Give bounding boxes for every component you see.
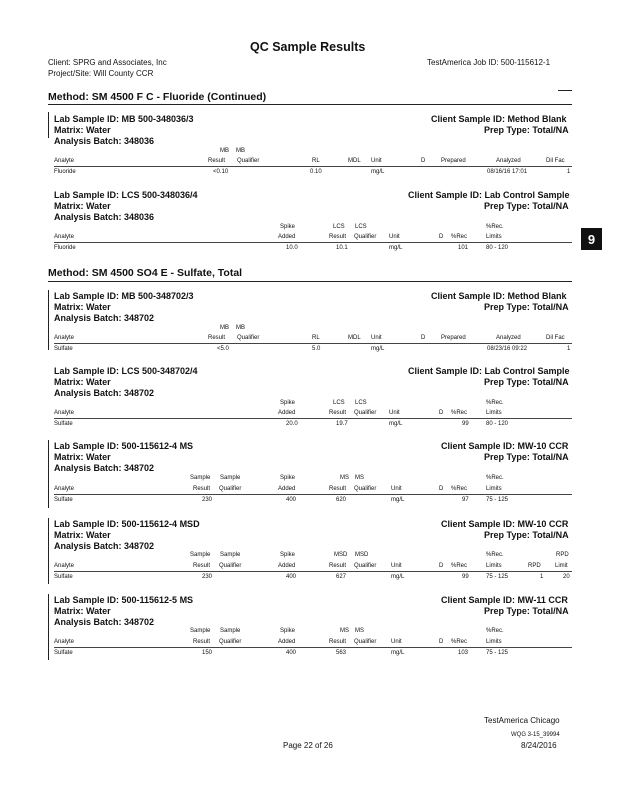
col-top: %Rec. bbox=[486, 475, 504, 481]
col-top: Spike bbox=[280, 552, 296, 558]
col-header: D bbox=[439, 639, 444, 645]
client-sample-id: Client Sample ID: Lab Control Sample bbox=[408, 366, 570, 376]
col-header: Added bbox=[278, 563, 296, 569]
prep-type: Prep Type: Total/NA bbox=[484, 302, 569, 312]
col-header: Analyte bbox=[54, 335, 75, 341]
col-header: Added bbox=[278, 486, 296, 492]
col-top: MSD bbox=[334, 552, 348, 558]
col-top: %Rec. bbox=[486, 224, 504, 230]
col-header: Dil Fac bbox=[546, 335, 565, 341]
cell: 627 bbox=[336, 574, 347, 580]
col-header: Unit bbox=[391, 563, 402, 569]
client-sample-id: Client Sample ID: Lab Control Sample bbox=[408, 190, 570, 200]
cell: 0.10 bbox=[310, 169, 322, 175]
cell: 230 bbox=[202, 574, 213, 580]
col-header: Analyzed bbox=[496, 158, 521, 164]
col-header: Added bbox=[278, 234, 296, 240]
cell: mg/L bbox=[391, 497, 405, 503]
col-header: Qualifier bbox=[237, 335, 260, 341]
col-header: D bbox=[439, 410, 444, 416]
col-top: Sample bbox=[220, 475, 241, 481]
col-top: MB bbox=[236, 325, 245, 331]
analysis-batch: Analysis Batch: 348036 bbox=[54, 212, 155, 222]
project-site: Project/Site: Will County CCR bbox=[48, 69, 154, 78]
method-title: Method: SM 4500 SO4 E - Sulfate, Total bbox=[48, 267, 243, 279]
prep-type: Prep Type: Total/NA bbox=[484, 606, 569, 616]
col-header: Limit bbox=[555, 563, 568, 569]
prep-type: Prep Type: Total/NA bbox=[484, 377, 569, 387]
col-header: %Rec bbox=[451, 639, 468, 645]
col-header: D bbox=[421, 158, 426, 164]
col-header: Qualifier bbox=[354, 639, 377, 645]
cell: Sulfate bbox=[54, 650, 73, 656]
col-header: Unit bbox=[371, 158, 382, 164]
col-header: Result bbox=[329, 639, 347, 645]
col-header: D bbox=[439, 234, 444, 240]
col-top: LCS bbox=[355, 400, 367, 406]
table-rule bbox=[54, 647, 572, 648]
cell: Fluoride bbox=[54, 245, 76, 251]
col-header: Qualifier bbox=[354, 234, 377, 240]
col-header: MDL bbox=[348, 158, 361, 164]
col-header: Unit bbox=[391, 639, 402, 645]
cell: 75 - 125 bbox=[486, 650, 509, 656]
col-header: Dil Fac bbox=[546, 158, 565, 164]
lab-sample-id: Lab Sample ID: 500-115612-5 MS bbox=[54, 595, 194, 605]
cell: 20 bbox=[563, 574, 570, 580]
block-bar bbox=[48, 112, 49, 138]
col-header: Prepared bbox=[441, 335, 466, 341]
col-header: %Rec bbox=[451, 234, 468, 240]
cell: 150 bbox=[202, 650, 213, 656]
col-header: Limits bbox=[486, 639, 502, 645]
col-top: RPD bbox=[556, 552, 569, 558]
col-top: Spike bbox=[280, 400, 296, 406]
col-header: Qualifier bbox=[237, 158, 260, 164]
cell: 101 bbox=[458, 245, 469, 251]
col-top: %Rec. bbox=[486, 552, 504, 558]
client-name: Client: SPRG and Associates, Inc bbox=[48, 58, 167, 67]
col-top: LCS bbox=[333, 400, 345, 406]
col-top: Spike bbox=[280, 628, 296, 634]
col-top: MS bbox=[340, 475, 349, 481]
col-top: Sample bbox=[190, 552, 211, 558]
section-tab: 9 bbox=[581, 228, 602, 250]
job-id: TestAmerica Job ID: 500-115612-1 bbox=[427, 58, 551, 67]
col-header: Limits bbox=[486, 234, 502, 240]
col-header: Limits bbox=[486, 486, 502, 492]
col-header: Unit bbox=[371, 335, 382, 341]
analysis-batch: Analysis Batch: 348702 bbox=[54, 617, 155, 627]
col-header: Result bbox=[329, 410, 347, 416]
col-header: D bbox=[439, 486, 444, 492]
matrix: Matrix: Water bbox=[54, 606, 111, 616]
col-top: Sample bbox=[220, 628, 241, 634]
col-top: LCS bbox=[355, 224, 367, 230]
footer-code: WQG 3-15_39994 bbox=[511, 732, 560, 738]
cell: 80 - 120 bbox=[486, 245, 509, 251]
matrix: Matrix: Water bbox=[54, 377, 111, 387]
col-header: RL bbox=[312, 335, 320, 341]
col-header: D bbox=[439, 563, 444, 569]
col-header: Unit bbox=[389, 234, 400, 240]
col-header: Result bbox=[208, 158, 226, 164]
col-header: Added bbox=[278, 639, 296, 645]
col-top: MS bbox=[340, 628, 349, 634]
divider bbox=[48, 281, 572, 282]
table-rule bbox=[54, 571, 572, 572]
cell: 5.0 bbox=[312, 346, 321, 352]
col-header: Unit bbox=[389, 410, 400, 416]
col-header: Result bbox=[329, 234, 347, 240]
col-header: Qualifier bbox=[354, 410, 377, 416]
cell: 80 - 120 bbox=[486, 421, 509, 427]
block-bar bbox=[48, 518, 49, 584]
cell: 75 - 125 bbox=[486, 574, 509, 580]
col-top: Spike bbox=[280, 475, 296, 481]
col-top: LCS bbox=[333, 224, 345, 230]
table-rule bbox=[54, 418, 572, 419]
col-top: %Rec. bbox=[486, 400, 504, 406]
cell: 75 - 125 bbox=[486, 497, 509, 503]
cell: <5.0 bbox=[217, 346, 229, 352]
col-header: Result bbox=[208, 335, 226, 341]
cell: Sulfate bbox=[54, 346, 73, 352]
analysis-batch: Analysis Batch: 348702 bbox=[54, 463, 155, 473]
cell: 19.7 bbox=[336, 421, 348, 427]
lab-sample-id: Lab Sample ID: 500-115612-4 MSD bbox=[54, 519, 200, 529]
col-top: Sample bbox=[220, 552, 241, 558]
col-header: RPD bbox=[528, 563, 541, 569]
cell: mg/L bbox=[391, 650, 405, 656]
col-header: Limits bbox=[486, 410, 502, 416]
col-header: Result bbox=[193, 486, 211, 492]
table-rule bbox=[54, 242, 572, 243]
cell: 10.0 bbox=[286, 245, 298, 251]
table-rule bbox=[54, 166, 572, 167]
cell: Sulfate bbox=[54, 421, 73, 427]
col-header: D bbox=[421, 335, 426, 341]
cell: 620 bbox=[336, 497, 347, 503]
col-top: MB bbox=[220, 148, 229, 154]
col-header: %Rec bbox=[451, 410, 468, 416]
cell: 99 bbox=[462, 421, 469, 427]
client-sample-id: Client Sample ID: Method Blank bbox=[431, 114, 567, 124]
client-sample-id: Client Sample ID: Method Blank bbox=[431, 291, 567, 301]
cell: 99 bbox=[462, 574, 469, 580]
cell: mg/L bbox=[391, 574, 405, 580]
cell: 1 bbox=[567, 169, 571, 175]
col-header: Result bbox=[193, 639, 211, 645]
col-header: Qualifier bbox=[354, 486, 377, 492]
col-header: Result bbox=[329, 486, 347, 492]
col-header: Analyte bbox=[54, 486, 75, 492]
col-top: MSD bbox=[355, 552, 369, 558]
matrix: Matrix: Water bbox=[54, 530, 111, 540]
cell: mg/L bbox=[389, 245, 403, 251]
prep-type: Prep Type: Total/NA bbox=[484, 125, 569, 135]
cell: 10.1 bbox=[336, 245, 348, 251]
cell: 1 bbox=[567, 346, 571, 352]
cell: 230 bbox=[202, 497, 213, 503]
analysis-batch: Analysis Batch: 348702 bbox=[54, 388, 155, 398]
prep-type: Prep Type: Total/NA bbox=[484, 201, 569, 211]
lab-sample-id: Lab Sample ID: LCS 500-348702/4 bbox=[54, 366, 198, 376]
col-header: %Rec bbox=[451, 486, 468, 492]
cell: Sulfate bbox=[54, 497, 73, 503]
matrix: Matrix: Water bbox=[54, 201, 111, 211]
col-header: %Rec bbox=[451, 563, 468, 569]
analysis-batch: Analysis Batch: 348702 bbox=[54, 313, 155, 323]
col-header: Analyte bbox=[54, 234, 75, 240]
cell: 08/23/16 09:22 bbox=[487, 346, 528, 352]
col-header: Analyzed bbox=[496, 335, 521, 341]
lab-sample-id: Lab Sample ID: LCS 500-348036/4 bbox=[54, 190, 198, 200]
table-rule bbox=[54, 343, 572, 344]
block-bar bbox=[48, 440, 49, 508]
divider bbox=[48, 104, 572, 105]
col-header: Qualifier bbox=[219, 486, 242, 492]
cell: 08/16/16 17:01 bbox=[487, 169, 528, 175]
cell: 1 bbox=[540, 574, 544, 580]
analysis-batch: Analysis Batch: 348036 bbox=[54, 136, 155, 146]
cell: 400 bbox=[286, 650, 297, 656]
lab-sample-id: Lab Sample ID: MB 500-348036/3 bbox=[54, 114, 194, 124]
client-sample-id: Client Sample ID: MW-10 CCR bbox=[441, 519, 569, 529]
col-header: Analyte bbox=[54, 639, 75, 645]
cell: mg/L bbox=[389, 421, 403, 427]
cell: 97 bbox=[462, 497, 469, 503]
cell: 563 bbox=[336, 650, 347, 656]
col-header: Unit bbox=[391, 486, 402, 492]
col-header: Qualifier bbox=[219, 639, 242, 645]
col-header: Result bbox=[193, 563, 211, 569]
col-header: Prepared bbox=[441, 158, 466, 164]
matrix: Matrix: Water bbox=[54, 125, 111, 135]
header-mark bbox=[558, 90, 572, 91]
col-top: MS bbox=[355, 475, 364, 481]
prep-type: Prep Type: Total/NA bbox=[484, 452, 569, 462]
cell: <0.10 bbox=[213, 169, 229, 175]
matrix: Matrix: Water bbox=[54, 452, 111, 462]
client-sample-id: Client Sample ID: MW-11 CCR bbox=[441, 595, 568, 605]
col-top: Sample bbox=[190, 475, 211, 481]
col-header: Result bbox=[329, 563, 347, 569]
cell: Sulfate bbox=[54, 574, 73, 580]
col-header: Added bbox=[278, 410, 296, 416]
page-title: QC Sample Results bbox=[250, 40, 366, 54]
col-header: Analyte bbox=[54, 410, 75, 416]
col-top: Spike bbox=[280, 224, 296, 230]
col-header: Limits bbox=[486, 563, 502, 569]
block-bar bbox=[48, 290, 49, 350]
table-rule bbox=[54, 494, 572, 495]
prep-type: Prep Type: Total/NA bbox=[484, 530, 569, 540]
col-top: %Rec. bbox=[486, 628, 504, 634]
block-bar bbox=[48, 594, 49, 660]
col-header: MDL bbox=[348, 335, 361, 341]
cell: 400 bbox=[286, 497, 297, 503]
client-sample-id: Client Sample ID: MW-10 CCR bbox=[441, 441, 569, 451]
col-header: Qualifier bbox=[219, 563, 242, 569]
footer-company: TestAmerica Chicago bbox=[484, 716, 560, 725]
cell: 20.0 bbox=[286, 421, 298, 427]
col-top: MB bbox=[236, 148, 245, 154]
lab-sample-id: Lab Sample ID: 500-115612-4 MS bbox=[54, 441, 194, 451]
method-title: Method: SM 4500 F C - Fluoride (Continued) bbox=[48, 91, 267, 103]
cell: mg/L bbox=[371, 169, 385, 175]
analysis-batch: Analysis Batch: 348702 bbox=[54, 541, 155, 551]
col-top: MB bbox=[220, 325, 229, 331]
matrix: Matrix: Water bbox=[54, 302, 111, 312]
cell: mg/L bbox=[371, 346, 385, 352]
footer-page: Page 22 of 26 bbox=[283, 741, 333, 750]
col-header: Qualifier bbox=[354, 563, 377, 569]
cell: 103 bbox=[458, 650, 469, 656]
col-top: MS bbox=[355, 628, 364, 634]
col-header: RL bbox=[312, 158, 320, 164]
col-top: Sample bbox=[190, 628, 211, 634]
col-header: Analyte bbox=[54, 158, 75, 164]
col-header: Analyte bbox=[54, 563, 75, 569]
lab-sample-id: Lab Sample ID: MB 500-348702/3 bbox=[54, 291, 194, 301]
cell: Fluoride bbox=[54, 169, 76, 175]
footer-date: 8/24/2016 bbox=[521, 741, 557, 750]
cell: 400 bbox=[286, 574, 297, 580]
